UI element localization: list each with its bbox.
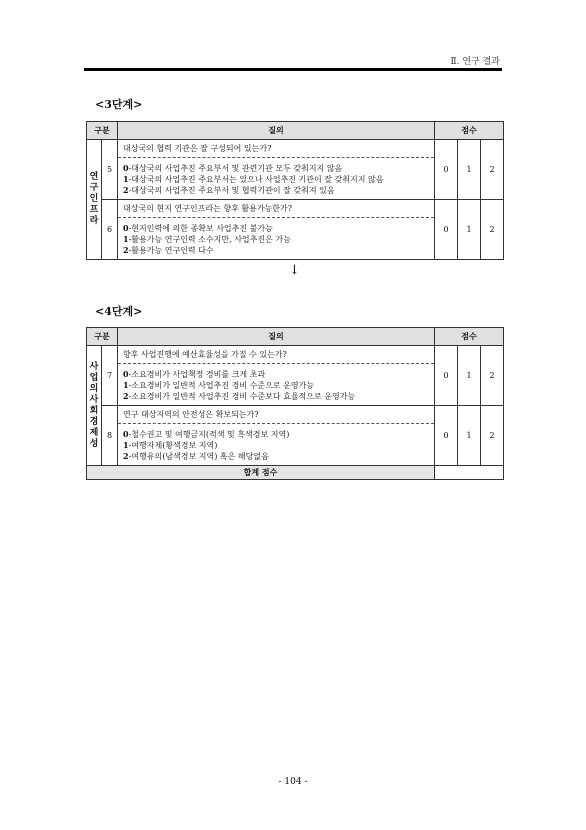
- stage3-table: [86, 121, 504, 260]
- total-row: [87, 466, 504, 480]
- option-item: 1-활용가능 연구인력 소수지만, 사업추진은 가능: [123, 234, 291, 244]
- table-row: [87, 406, 504, 466]
- question-cell: [118, 406, 435, 466]
- score-cell: 1: [458, 406, 481, 466]
- score-cell: 2: [481, 346, 504, 406]
- score-cell: 2: [481, 406, 504, 466]
- page-number: - 104 -: [278, 777, 308, 787]
- option-item: 1-소요경비가 일반적 사업추진 경비 수준으로 운영가능: [123, 380, 315, 390]
- total-label: 합계 점수: [87, 466, 435, 480]
- col-category: 구분: [87, 328, 118, 346]
- option-item: 1-여행자제(황색경보 지역): [123, 440, 218, 450]
- option-item: 0-현지인력에 의한 종확보 사업추진 불가능: [123, 223, 273, 233]
- option-list: [118, 424, 434, 465]
- option-item: 1-대상국의 사업추진 주요부서는 있으나 사업추진 기관이 잘 갖춰지지 않음: [123, 174, 384, 184]
- question-text: 연구 대상지역의 안전성은 확보되는가?: [118, 406, 434, 424]
- table-row: [87, 200, 504, 260]
- score-cell: 1: [458, 140, 481, 200]
- table-row: [87, 140, 504, 200]
- score-cell: 2: [481, 200, 504, 260]
- col-score: 점수: [435, 122, 504, 140]
- question-cell: [118, 140, 435, 200]
- running-header: Ⅱ. 연구 결과: [450, 57, 500, 67]
- question-text: 대상국의 현지 연구인프라는 향후 활용가능한가?: [118, 200, 434, 218]
- question-number: 6: [102, 200, 118, 260]
- question-text: 대상국의 협력 기관은 잘 구성되어 있는가?: [118, 140, 434, 158]
- stage3-header-row: [87, 122, 504, 140]
- down-arrow-icon: ↓: [289, 263, 300, 278]
- header-rule: [84, 68, 502, 71]
- score-cell: 0: [435, 200, 458, 260]
- question-text: 향후 사업진행에 예산효율성을 가질 수 있는가?: [118, 346, 434, 364]
- option-item: 0-철수권고 및 여행금지(적색 및 흑색경보 지역): [123, 429, 290, 439]
- score-cell: 1: [458, 200, 481, 260]
- option-item: 2-대상국의 사업추진 주요부서 및 협력기관이 잘 갖춰져 있음: [123, 185, 335, 195]
- option-list: [118, 364, 434, 405]
- category-cell: [87, 140, 102, 260]
- category-cell: [87, 346, 102, 466]
- score-cell: 2: [481, 140, 504, 200]
- option-item: 2-활용가능 연구인력 다수: [123, 245, 214, 255]
- question-cell: [118, 200, 435, 260]
- col-question: 질의: [118, 328, 435, 346]
- stage4-header-row: [87, 328, 504, 346]
- col-question: 질의: [118, 122, 435, 140]
- table-row: [87, 346, 504, 406]
- score-cell: 1: [458, 346, 481, 406]
- option-item: 2-소요경비가 일반적 사업추진 경비 수준보다 효율적으로 운영가능: [123, 391, 356, 401]
- question-number: 7: [102, 346, 118, 406]
- option-item: 2-여행유의(남색경보 지역) 혹은 해당없음: [123, 451, 269, 461]
- category-label: 연 구 인 프 라: [89, 172, 99, 226]
- stage4-table: [86, 327, 504, 480]
- col-category: 구분: [87, 122, 118, 140]
- question-number: 5: [102, 140, 118, 200]
- stage3-title: <3단계>: [95, 98, 143, 111]
- option-list: [118, 158, 434, 199]
- score-cell: 0: [435, 406, 458, 466]
- col-score: 점수: [435, 328, 504, 346]
- option-item: 0-소요경비가 사업책정 경비를 크게 초과: [123, 369, 266, 379]
- question-number: 8: [102, 406, 118, 466]
- score-cell: 0: [435, 346, 458, 406]
- total-value: [435, 466, 504, 480]
- option-item: 0-대상국의 사업추진 주요부서 및 관련기관 모두 갖춰지지 않음: [123, 163, 343, 173]
- score-cell: 0: [435, 140, 458, 200]
- category-label: 사 업 의 사 회 경 제 성: [89, 361, 99, 449]
- question-cell: [118, 346, 435, 406]
- option-list: [118, 218, 434, 259]
- stage4-title: <4단계>: [95, 305, 143, 318]
